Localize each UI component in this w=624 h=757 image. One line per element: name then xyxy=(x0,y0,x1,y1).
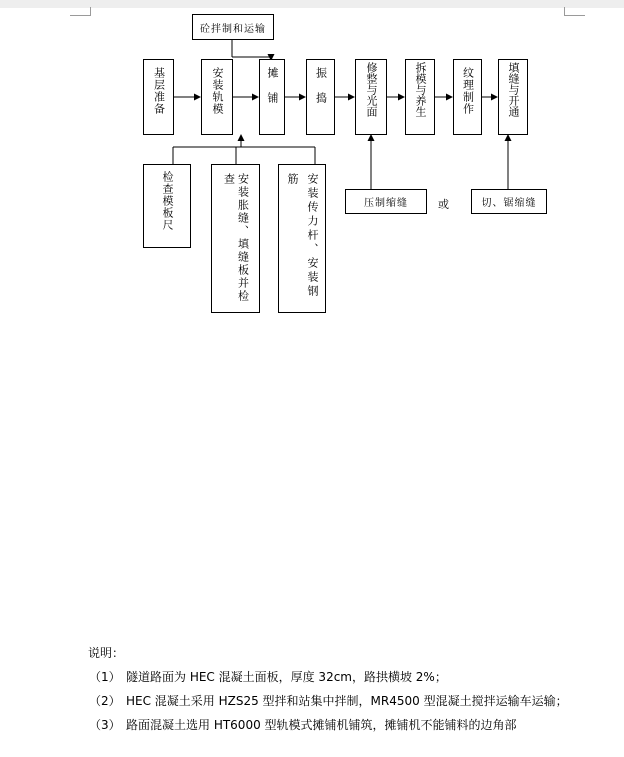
flow-box-saw-joint xyxy=(471,189,547,214)
or-label: 或 xyxy=(438,198,450,211)
flow-box-label: 检查模板尺 xyxy=(161,171,174,231)
flow-box-concrete-mixing xyxy=(192,14,274,40)
note-text: 路面混凝土选用 HT6000 型轨模式摊铺机铺筑，摊铺机不能铺料的边角部 xyxy=(126,718,517,732)
flow-step-label: 修整与光面 xyxy=(365,62,378,117)
note-text: 隧道路面为 HEC 混凝土面板，厚度 32cm，路拱横坡 2%； xyxy=(126,670,447,684)
flow-step-label: 振捣 xyxy=(314,67,328,117)
flow-step-demold-cure xyxy=(405,59,435,135)
flow-box-label: 砼拌制和运输 xyxy=(200,23,266,35)
flow-step-vibrating xyxy=(306,59,335,135)
flow-step-label: 摊铺 xyxy=(266,67,279,117)
flow-step-spreading xyxy=(259,59,285,135)
flow-step-texturing xyxy=(453,59,482,135)
flow-step-label: 基层准备 xyxy=(152,67,166,115)
note-item-2 xyxy=(88,689,588,713)
flow-box-expansion-joint xyxy=(211,164,260,313)
notes-title: 说明： xyxy=(88,646,125,660)
flow-step-label: 安装轨模 xyxy=(211,67,224,115)
flow-step-base-prep xyxy=(143,59,174,135)
note-item-1 xyxy=(88,665,588,689)
flow-box-dowel-rebar xyxy=(278,164,326,313)
flow-box-press-joint xyxy=(345,189,427,214)
flow-box-label: 安装传力杆、安装钢筋 xyxy=(286,172,319,299)
note-text: HEC 混凝土采用 HZS25 型拌和站集中拌制，MR4500 型混凝土搅拌运输车运输； xyxy=(126,694,568,708)
notes-section xyxy=(88,641,588,737)
flow-step-install-rail-form xyxy=(201,59,233,135)
flow-step-label: 拆模与养生 xyxy=(414,62,427,117)
flow-box-label: 压制缩缝 xyxy=(364,198,408,209)
flow-step-joint-seal-open xyxy=(498,59,528,135)
flow-box-check-form xyxy=(143,164,191,248)
note-item-3 xyxy=(88,713,588,737)
note-number: （2） xyxy=(89,694,121,708)
note-number: （3） xyxy=(89,718,121,732)
flow-box-label: 安装胀缝、填缝板并检查 xyxy=(222,172,250,303)
flow-step-label: 纹理制作 xyxy=(461,67,475,115)
note-number: （1） xyxy=(89,670,121,684)
flow-step-finishing xyxy=(355,59,387,135)
flow-box-label: 切、锯缩缝 xyxy=(481,198,537,209)
flow-step-label: 填缝与开通 xyxy=(507,62,520,117)
